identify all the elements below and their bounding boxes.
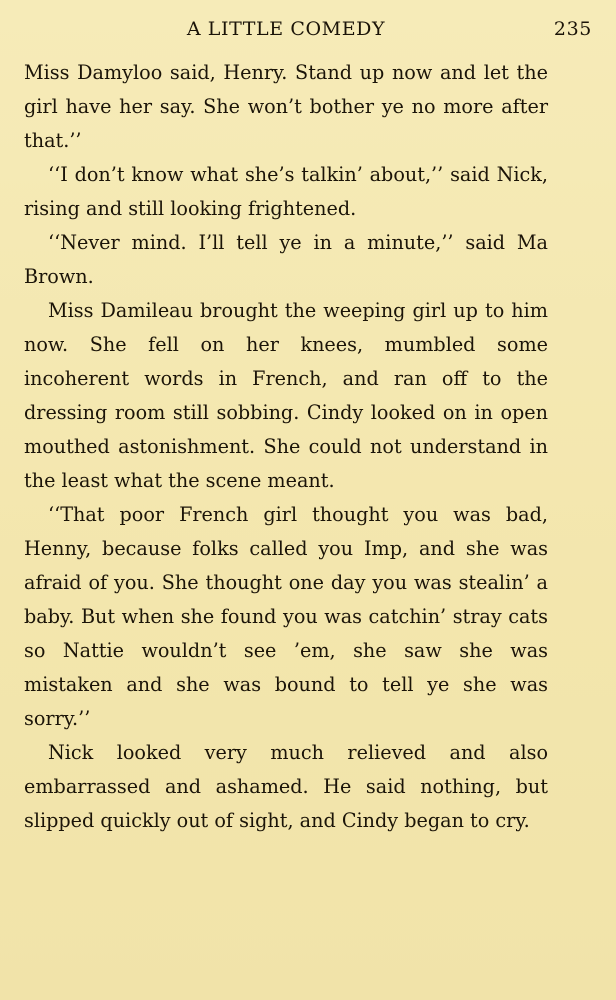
paragraph: ‘‘Never mind. I’ll tell ye in a minute,’’ said Ma Brown.	[24, 231, 548, 288]
page-number: 235	[553, 18, 592, 40]
paragraph: Nick looked very much relieved and also embarrassed and ashamed. He said nothing, but slipped quickly out of sight, and Cindy began to cry.	[24, 741, 548, 832]
paragraph: ‘‘That poor French girl thought you was bad, Henny, because folks called you Imp, and she was afraid of you. She thought one day you was stealin’ a baby. But when she found you was catchin’ stray cats so Nattie wouldn’t see ’em, she saw she was mistaken and she was bound to tell ye she was sorry.’’	[24, 503, 548, 730]
paragraph: Miss Damileau brought the weeping girl up to him now. She fell on her knees, mumbled some incoherent words in French, and ran off to the dressing room still sobbing. Cindy looked on in open mouthed astonishment. She could not understand in the least what the scene meant.	[24, 299, 548, 492]
body-text	[24, 56, 548, 838]
paragraph: Miss Damyloo said, Henry. Stand up now and let the girl have her say. She won’t bother ye no more after that.’’	[24, 61, 548, 152]
running-title: A LITTLE COMEDY	[186, 18, 386, 40]
paragraph: ‘‘I don’t know what she’s talkin’ about,’’ said Nick, rising and still looking frightened.	[24, 163, 548, 220]
page-header	[24, 18, 592, 48]
